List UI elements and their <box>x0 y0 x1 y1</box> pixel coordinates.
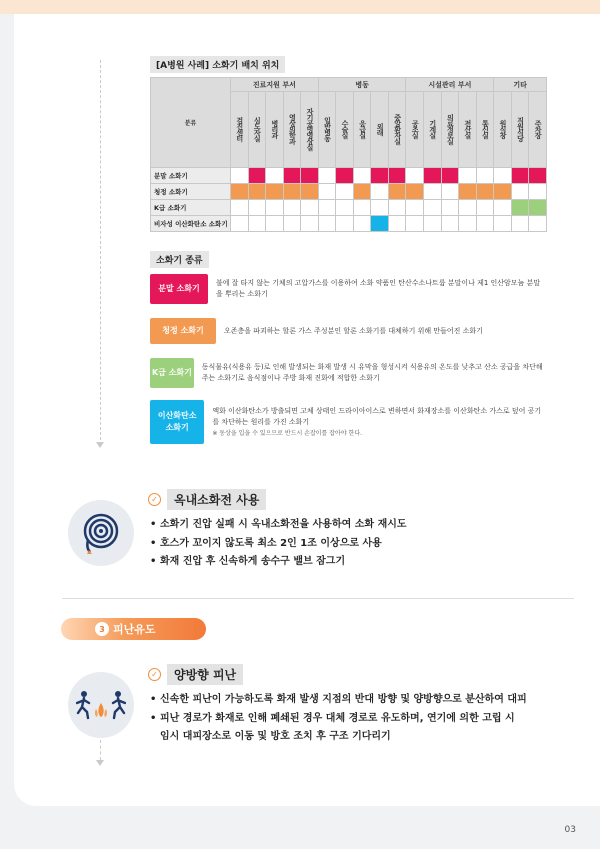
table-cell <box>248 200 266 216</box>
timeline-line-2 <box>100 740 101 760</box>
table-column-header: 외래 <box>371 92 389 168</box>
evac-title: 양방향 피난 <box>167 664 243 685</box>
type-co2 <box>150 400 546 444</box>
table-cell <box>529 200 547 216</box>
table-cell <box>301 200 319 216</box>
table-cell <box>424 168 442 184</box>
check-icon: ✓ <box>148 668 161 681</box>
table-cell <box>406 184 424 200</box>
table-cell <box>459 200 477 216</box>
table-cell <box>266 168 284 184</box>
table-cell <box>301 216 319 232</box>
type-desc: 불에 잘 타지 않는 기체의 고압가스를 이용하여 소화 약품인 탄산수소나트륨 분말이나 제1 인산암모늄 분말을 뿌리는 소화기 <box>215 279 541 298</box>
types-tag: 소화기 종류 <box>150 251 209 268</box>
table-cell <box>353 200 371 216</box>
table-row <box>151 200 547 216</box>
timeline-arrow-2 <box>96 760 104 766</box>
table-cell <box>371 168 389 184</box>
row-label: K급 소화기 <box>151 200 231 216</box>
table-cell <box>494 216 512 232</box>
table-cell <box>336 184 354 200</box>
table-cell <box>283 216 301 232</box>
page-number: 03 <box>564 825 576 835</box>
table-column-header: 주차장 <box>529 92 547 168</box>
table-cell <box>494 168 512 184</box>
type-k <box>150 358 546 388</box>
table-cell <box>441 168 459 184</box>
table-cell <box>441 200 459 216</box>
table-cell <box>266 184 284 200</box>
table-group-header: 기타 <box>494 78 547 92</box>
table-cell <box>248 216 266 232</box>
table-row <box>151 216 547 232</box>
table-cell <box>301 184 319 200</box>
table-cell <box>371 184 389 200</box>
list-item: • 신속한 피난이 가능하도록 화재 발생 지점의 반대 방향 및 양방향으로 분산하여 대피 <box>150 694 527 705</box>
type-label: 청정 소화기 <box>150 318 216 344</box>
table-row <box>151 168 547 184</box>
table-column-header: 수술실 <box>336 92 354 168</box>
table-cell <box>353 216 371 232</box>
table-cell <box>494 200 512 216</box>
table-cell <box>476 216 494 232</box>
table-cell <box>441 216 459 232</box>
type-powder <box>150 274 546 304</box>
table-cell <box>283 200 301 216</box>
timeline-line-1 <box>100 60 101 440</box>
table-cell <box>283 168 301 184</box>
list-item: • 호스가 꼬이지 않도록 최소 2인 1조 이상으로 사용 <box>150 537 382 549</box>
hydrant-heading <box>148 489 266 510</box>
placement-title: [A병원 사례] 소화기 배치 위치 <box>150 56 285 73</box>
timeline-arrow-1 <box>96 442 104 448</box>
table-cell <box>406 200 424 216</box>
check-icon: ✓ <box>148 493 161 506</box>
table-cell <box>371 200 389 216</box>
table-cell <box>406 216 424 232</box>
table-cell <box>266 216 284 232</box>
type-desc <box>212 406 546 438</box>
table-column-header: 직원식당 <box>511 92 529 168</box>
table-cell <box>511 184 529 200</box>
list-item: • 소화기 진압 실패 시 옥내소화전을 사용하여 소화 재시도 <box>150 519 407 530</box>
table-group-header: 시설관리 부서 <box>406 78 494 92</box>
type-desc: 동식물유(식용유 등)로 인해 발생되는 화재 발생 시 유막을 형성시켜 식용유의 온도를 낮추고 산소 공급을 차단해주는 소화기로 음식점이나 주방 화재 진화에 적합한 소화기 <box>201 363 543 382</box>
type-label: 이산화탄소 소화기 <box>150 400 204 444</box>
fire-hose-icon <box>68 500 134 566</box>
table-cell <box>388 184 406 200</box>
table-cell <box>371 216 389 232</box>
table-cell <box>476 200 494 216</box>
evacuation-icon <box>68 672 134 738</box>
evac-bullets <box>150 691 527 747</box>
table-cell <box>336 216 354 232</box>
step-number: 3 <box>95 622 109 636</box>
table-column-header: 응급실 <box>353 92 371 168</box>
table-column-header: 자기공명영상실 <box>301 92 319 168</box>
table-column-header: 기계실 <box>424 92 442 168</box>
table-column-header: 심도자실 <box>248 92 266 168</box>
type-desc-text: 액화 이산화탄소가 방출되면 고체 상태인 드라이아이스로 변하면서 화재장소를 이산화탄소 가스로 덮어 공기를 차단하는 원리를 가진 소화기 <box>212 407 542 426</box>
table-cell <box>424 184 442 200</box>
table-cell <box>424 200 442 216</box>
row-label: 비자성 이산화탄소 소화기 <box>151 216 231 232</box>
table-cell <box>476 168 494 184</box>
table-column-header: 검진센터 <box>231 92 249 168</box>
type-desc: 오존층을 파괴하는 할론 가스 주성분인 할론 소화기를 대체하기 위해 만들어진 소화기 <box>224 326 483 335</box>
table-cell <box>494 184 512 200</box>
table-cell <box>388 216 406 232</box>
table-column-header: 전산실 <box>459 92 477 168</box>
row-label: 청정 소화기 <box>151 184 231 200</box>
table-cell <box>231 216 249 232</box>
table-cell <box>301 168 319 184</box>
row-header: 분류 <box>151 78 231 168</box>
hydrant-bullets <box>150 516 407 572</box>
table-column-header: 중앙환자실 <box>388 92 406 168</box>
table-cell <box>406 168 424 184</box>
table-cell <box>231 168 249 184</box>
table-cell <box>318 216 336 232</box>
table-cell <box>231 200 249 216</box>
table-cell <box>283 184 301 200</box>
list-item: 임시 대피장소로 이동 및 방호 조치 후 구조 기다리기 <box>160 731 391 742</box>
table-cell <box>318 184 336 200</box>
table-cell <box>336 200 354 216</box>
table-column-header: 통신실 <box>476 92 494 168</box>
table-cell <box>441 184 459 200</box>
table-column-header: 의료정보실 <box>441 92 459 168</box>
table-cell <box>529 184 547 200</box>
list-item: • 화재 진압 후 신속하게 송수구 밸브 잠그기 <box>150 556 346 567</box>
placement-table <box>150 77 547 232</box>
table-cell <box>353 168 371 184</box>
table-cell <box>476 184 494 200</box>
table-cell <box>511 216 529 232</box>
table-cell <box>248 168 266 184</box>
row-label: 분말 소화기 <box>151 168 231 184</box>
table-cell <box>388 200 406 216</box>
table-cell <box>511 168 529 184</box>
step-3-pill <box>61 618 206 640</box>
list-item: • 피난 경로가 화재로 인해 폐쇄된 경우 대체 경로로 유도하며, 연기에 의한 고립 시 <box>150 712 515 724</box>
hydrant-title: 옥내소화전 사용 <box>167 489 266 510</box>
table-column-header: 영상의학과 <box>283 92 301 168</box>
table-column-header: 원식창 <box>494 92 512 168</box>
type-clean <box>150 318 546 344</box>
table-group-header: 병동 <box>318 78 406 92</box>
table-cell <box>248 184 266 200</box>
table-cell <box>318 200 336 216</box>
table-row <box>151 184 547 200</box>
table-cell <box>388 168 406 184</box>
table-cell <box>459 168 477 184</box>
type-note: ※ 동상을 입을 수 있으므로 반드시 손잡이를 잡아야 한다. <box>212 429 363 437</box>
type-label: K급 소화기 <box>150 358 194 388</box>
section-divider <box>62 598 574 599</box>
table-cell <box>459 184 477 200</box>
table-group-header: 진료지원 부서 <box>231 78 319 92</box>
table-cell <box>231 184 249 200</box>
step-title: 피난유도 <box>113 623 156 636</box>
table-cell <box>424 216 442 232</box>
table-column-header: 일반병동 <box>318 92 336 168</box>
table-column-header: 공조실 <box>406 92 424 168</box>
table-column-header: 병리과 <box>266 92 284 168</box>
top-band <box>0 0 600 14</box>
table-cell <box>336 168 354 184</box>
evac-heading <box>148 664 243 685</box>
table-cell <box>529 168 547 184</box>
table-cell <box>459 216 477 232</box>
type-label: 분말 소화기 <box>150 274 208 304</box>
table-cell <box>529 216 547 232</box>
table-cell <box>266 200 284 216</box>
table-cell <box>318 168 336 184</box>
table-cell <box>353 184 371 200</box>
table-cell <box>511 200 529 216</box>
